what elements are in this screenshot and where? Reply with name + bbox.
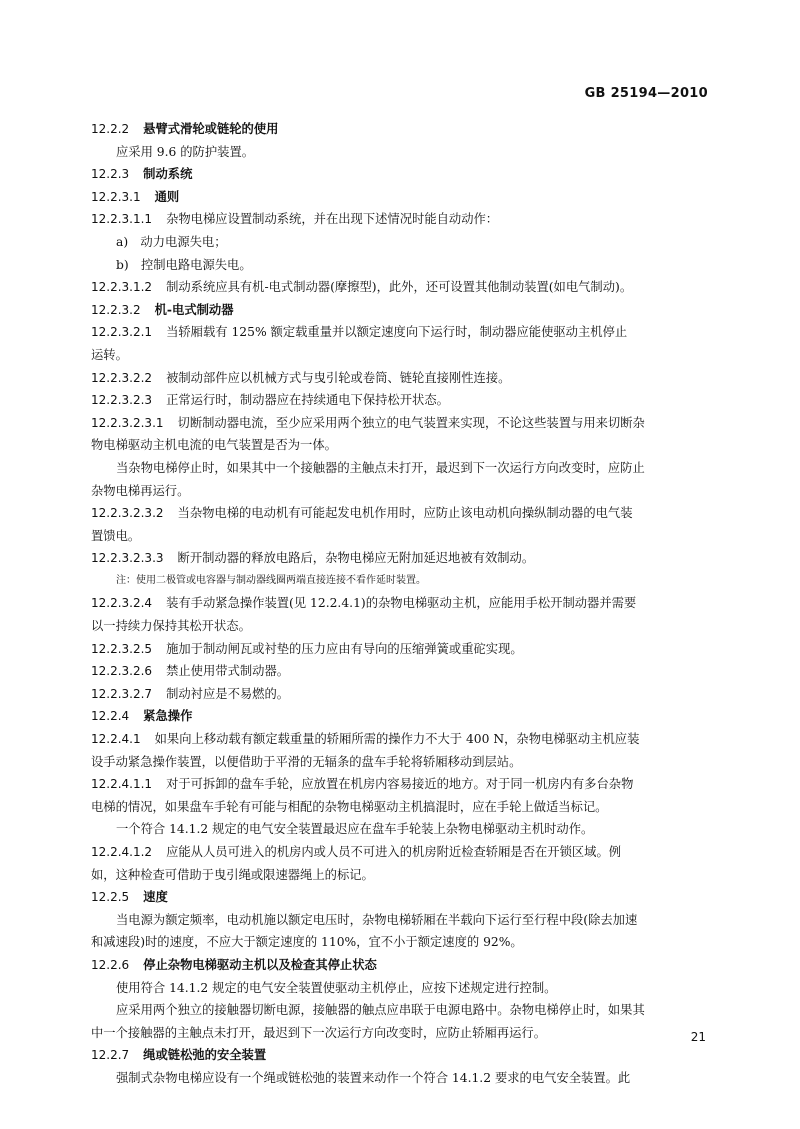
clause-number: 12.2.3.1.1 [91, 212, 153, 227]
clause-number: 12.2.3.2 [91, 302, 141, 317]
clause-text: 杂物电梯应设置制动系统，并在出现下述情况时能自动动作： [166, 212, 499, 227]
section-heading [91, 163, 709, 186]
paragraph-line [91, 931, 709, 954]
clause-text: 施加于制动闸瓦或衬垫的压力应由有导向的压缩弹簧或重砣实现。 [166, 641, 523, 656]
clause-text: 以一持续力保持其松开状态。 [91, 619, 251, 634]
clause-text: 强制式杂物电梯应设有一个绳或链松弛的装置来动作一个符合 14.1.2 要求的电气安全装置。此 [116, 1070, 631, 1085]
clause-text: 当杂物电梯停止时，如果其中一个接触器的主触点未打开，最迟到下一次运行方向改变时，应防止 [116, 460, 645, 475]
note-line [91, 570, 709, 593]
clause-number: 12.2.4.1.2 [91, 845, 153, 859]
clause-text: 如果向上移动载有额定载重量的轿厢所需的操作力不大于 400 N，杂物电梯驱动主机应装 [154, 732, 640, 747]
section-heading [91, 954, 709, 977]
clause-text: 对于可拆卸的盘车手轮，应放置在机房内容易接近的地方。对于同一机房内有多台杂物 [166, 777, 634, 792]
clause-number: 12.2.3.2.3.3 [91, 551, 164, 566]
clause-text: b) 控制电路电源失电。 [116, 257, 252, 272]
paragraph-line [91, 367, 709, 390]
clause-text: 断开制动器的释放电路后，杂物电梯应无附加延迟地被有效制动。 [177, 551, 535, 566]
clause-text: 被制动部件应以机械方式与曳引轮或卷筒、链轮直接刚性连接。 [166, 370, 511, 385]
clause-number: 12.2.2 [91, 122, 130, 136]
clause-text: a) 动力电源失电； [116, 234, 227, 249]
clause-number: 12.2.6 [91, 957, 130, 972]
heading-text: 悬臂式滑轮或链轮的使用 [143, 122, 279, 136]
paragraph-line [91, 321, 709, 344]
clause-number: 12.2.3.1 [91, 189, 141, 204]
paragraph-line [91, 977, 709, 1000]
paragraph-line [91, 254, 709, 277]
clause-number: 12.2.3.2.3.2 [91, 506, 164, 521]
heading-text: 紧急操作 [143, 709, 193, 724]
paragraph-line [91, 592, 709, 615]
document-body [91, 118, 709, 1090]
clause-text: 应采用 9.6 的防护装置。 [116, 144, 255, 159]
heading-text: 制动系统 [143, 167, 193, 182]
paragraph-line [91, 818, 709, 841]
clause-text: 运转。 [91, 347, 128, 362]
paragraph-line [91, 683, 709, 706]
section-heading [91, 118, 709, 141]
heading-text: 通则 [154, 189, 180, 204]
paragraph-line [91, 773, 709, 796]
heading-text: 停止杂物电梯驱动主机以及检查其停止状态 [143, 957, 377, 972]
paragraph-line [91, 999, 709, 1022]
clause-text: 应能从人员可进入的机房内或人员不可进入的机房附近检查轿厢是否在开锁区域。例 [166, 845, 622, 859]
paragraph-line [91, 841, 709, 864]
clause-text: 如，这种检查可借助于曳引绳或限速器绳上的标记。 [91, 867, 374, 882]
clause-number: 12.2.3.2.6 [91, 664, 153, 679]
paragraph-line [91, 141, 709, 164]
clause-text: 中一个接触器的主触点未打开，最迟到下一次运行方向改变时，应防止轿厢再运行。 [91, 1025, 546, 1040]
clause-text: 切断制动器电流，至少应采用两个独立的电气装置来实现，不论这些装置与用来切断杂 [177, 415, 645, 430]
clause-text: 物电梯驱动主机电流的电气装置是否为一体。 [91, 438, 337, 453]
clause-text: 电梯的情况，如果盘车手轮有可能与相配的杂物电梯驱动主机搞混时，应在手轮上做适当标记。 [91, 799, 608, 814]
section-heading [91, 1044, 709, 1067]
clause-text: 正常运行时，制动器应在持续通电下保持松开状态。 [166, 393, 449, 408]
clause-number: 12.2.3 [91, 167, 130, 182]
paragraph-line [91, 344, 709, 367]
paragraph-line [91, 412, 709, 435]
clause-text: 一个符合 14.1.2 规定的电气安全装置最迟应在盘车手轮装上杂物电梯驱动主机时动作。 [116, 822, 594, 837]
clause-number: 12.2.4.1 [91, 732, 141, 747]
clause-text: 当杂物电梯的电动机有可能起发电机作用时，应防止该电动机向操纵制动器的电气装 [177, 506, 633, 521]
paragraph-line [91, 751, 709, 774]
clause-number: 12.2.3.2.3.1 [91, 415, 164, 430]
clause-number: 12.2.3.1.2 [91, 280, 153, 295]
clause-text: 当轿厢载有 125% 额定载重量并以额定速度向下运行时，制动器应能使驱动主机停止 [166, 325, 628, 340]
clause-number: 12.2.3.2.7 [91, 686, 153, 701]
clause-text: 制动系统应具有机-电式制动器(摩擦型)，此外，还可设置其他制动装置(如电气制动)。 [166, 280, 633, 295]
paragraph-line [91, 389, 709, 412]
paragraph-line [91, 480, 709, 503]
paragraph-line [91, 864, 709, 887]
clause-text: 禁止使用带式制动器。 [166, 664, 290, 679]
heading-text: 机-电式制动器 [154, 302, 234, 317]
clause-number: 12.2.3.2.2 [91, 370, 153, 385]
heading-text: 速度 [143, 890, 168, 905]
paragraph-line [91, 502, 709, 525]
clause-text: 当电源为额定频率，电动机施以额定电压时，杂物电梯轿厢在半载向下运行至行程中段(除去加速 [116, 912, 638, 927]
clause-text: 杂物电梯再运行。 [91, 483, 190, 498]
clause-number: 12.2.3.2.5 [91, 641, 153, 656]
paragraph-line [91, 457, 709, 480]
clause-number: 12.2.3.2.3 [91, 393, 153, 408]
paragraph-line [91, 547, 709, 570]
clause-number: 12.2.4 [91, 709, 130, 724]
section-heading [91, 886, 709, 909]
paragraph-line [91, 796, 709, 819]
section-heading [91, 186, 709, 209]
paragraph-line [91, 1067, 709, 1090]
clause-text: 注：使用二极管或电容器与制动器线圈两端直接连接不看作延时装置。 [116, 574, 426, 586]
clause-text: 设手动紧急操作装置，以便借助于平滑的无辐条的盘车手轮将轿厢移动到层站。 [91, 754, 522, 769]
paragraph-line [91, 276, 709, 299]
paragraph-line [91, 231, 709, 254]
clause-text: 置馈电。 [91, 528, 141, 543]
clause-text: 应采用两个独立的接触器切断电源，接触器的触点应串联于电源电路中。杂物电梯停止时，如果其 [116, 1003, 645, 1018]
paragraph-line [91, 1022, 709, 1045]
standard-code: GB 25194—2010 [584, 86, 708, 101]
section-heading [91, 705, 709, 728]
clause-text: 装有手动紧急操作装置(见 12.2.4.1)的杂物电梯驱动主机，应能用手松开制动器并需要 [166, 596, 637, 611]
page-number: 21 [690, 1030, 706, 1044]
clause-text: 制动衬应是不易燃的。 [166, 686, 290, 701]
paragraph-line [91, 728, 709, 751]
paragraph-line [91, 638, 709, 661]
clause-number: 12.2.7 [91, 1048, 130, 1063]
heading-text: 绳或链松弛的安全装置 [143, 1048, 267, 1063]
clause-text: 使用符合 14.1.2 规定的电气安全装置使驱动主机停止，应按下述规定进行控制。 [116, 980, 557, 995]
paragraph-line [91, 909, 709, 932]
paragraph-line [91, 660, 709, 683]
clause-number: 12.2.3.2.1 [91, 325, 153, 340]
paragraph-line [91, 525, 709, 548]
clause-number: 12.2.4.1.1 [91, 777, 153, 792]
section-heading [91, 299, 709, 322]
paragraph-line [91, 615, 709, 638]
paragraph-line [91, 208, 709, 231]
paragraph-line [91, 434, 709, 457]
clause-number: 12.2.3.2.4 [91, 596, 153, 611]
clause-number: 12.2.5 [91, 890, 130, 905]
clause-text: 和减速段)时的速度，不应大于额定速度的 110%，宜不小于额定速度的 92%。 [91, 935, 523, 950]
